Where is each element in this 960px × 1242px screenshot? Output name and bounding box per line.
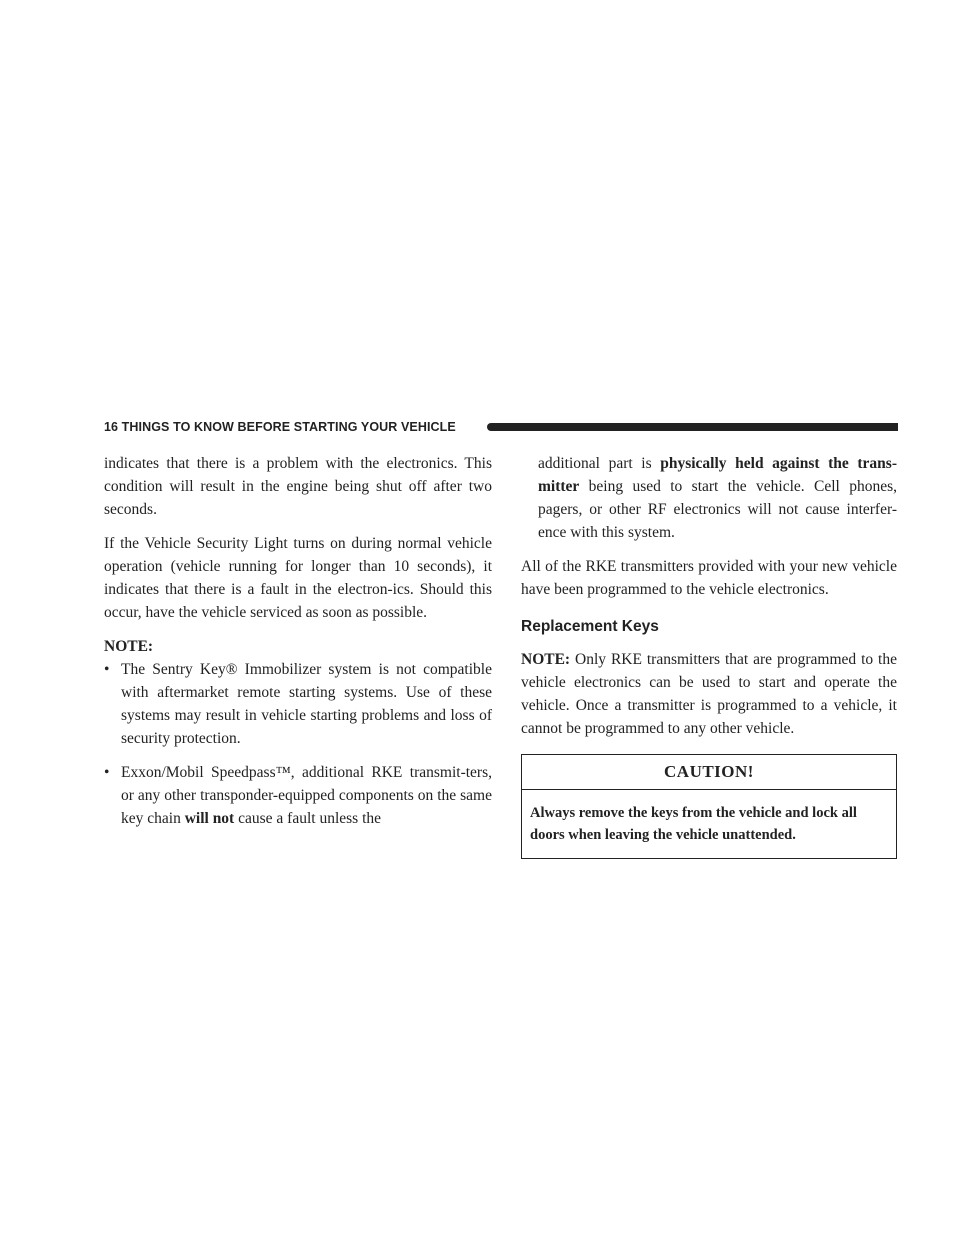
left-column [104, 452, 492, 841]
list-item [104, 761, 492, 830]
continuation-text: additional part is [538, 455, 661, 472]
list-item [104, 658, 492, 750]
note-text: Only RKE transmitters that are programmed to the vehicle electronics can be used to start and operate the vehicle. Once a transmitter is programmed to a vehicle, it cannot be programmed to any other vehicle. [521, 651, 897, 737]
page-header [104, 418, 898, 438]
note-bullet-list [104, 658, 492, 830]
continuation-emphasis: physically held against the trans-mitter [538, 455, 897, 495]
page-header-title: 16 THINGS TO KNOW BEFORE STARTING YOUR VEHICLE [104, 420, 456, 434]
list-item-emphasis: will not [184, 810, 235, 827]
bullet-continuation [521, 452, 897, 544]
caution-title: CAUTION! [522, 755, 896, 790]
right-paragraph-1: All of the RKE transmitters provided with your new vehicle have been programmed to the vehicle electronics. [521, 558, 897, 598]
list-item-text: The Sentry Key® Immobilizer system is not compatible with aftermarket remote starting systems. Use of these systems may result in vehicle starting problems and loss of security protection. [121, 661, 492, 747]
caution-box [521, 754, 897, 859]
section-title: Replacement Keys [521, 618, 659, 635]
bullet-icon: • [104, 661, 110, 678]
bullet-icon: • [104, 764, 110, 781]
left-paragraph-1: indicates that there is a problem with the electronics. This condition will result in the engine being shut off after two seconds. [104, 455, 492, 518]
header-rule [487, 423, 898, 431]
list-item-text: Exxon/Mobil Speedpass™, additional RKE transmit-ters, or any other transponder-equipped components on the same key chain [121, 764, 492, 827]
note-label: NOTE: [521, 651, 571, 668]
left-paragraph-2: If the Vehicle Security Light turns on during normal vehicle operation (vehicle running for longer than 10 seconds), it indicates that there is a fault in the electron-ics. Should this occur, have the vehicle serviced as soon as possible. [104, 535, 492, 621]
right-column [521, 452, 897, 859]
replacement-note [521, 648, 897, 740]
note-label: NOTE: [104, 638, 154, 655]
continuation-text-end: being used to start the vehicle. Cell phones, pagers, or other RF electronics will not cause interfer-ence with this system. [538, 478, 897, 541]
list-item-text-end: cause a fault unless the [234, 810, 381, 827]
caution-text: Always remove the keys from the vehicle and lock all doors when leaving the vehicle unattended. [530, 805, 857, 843]
